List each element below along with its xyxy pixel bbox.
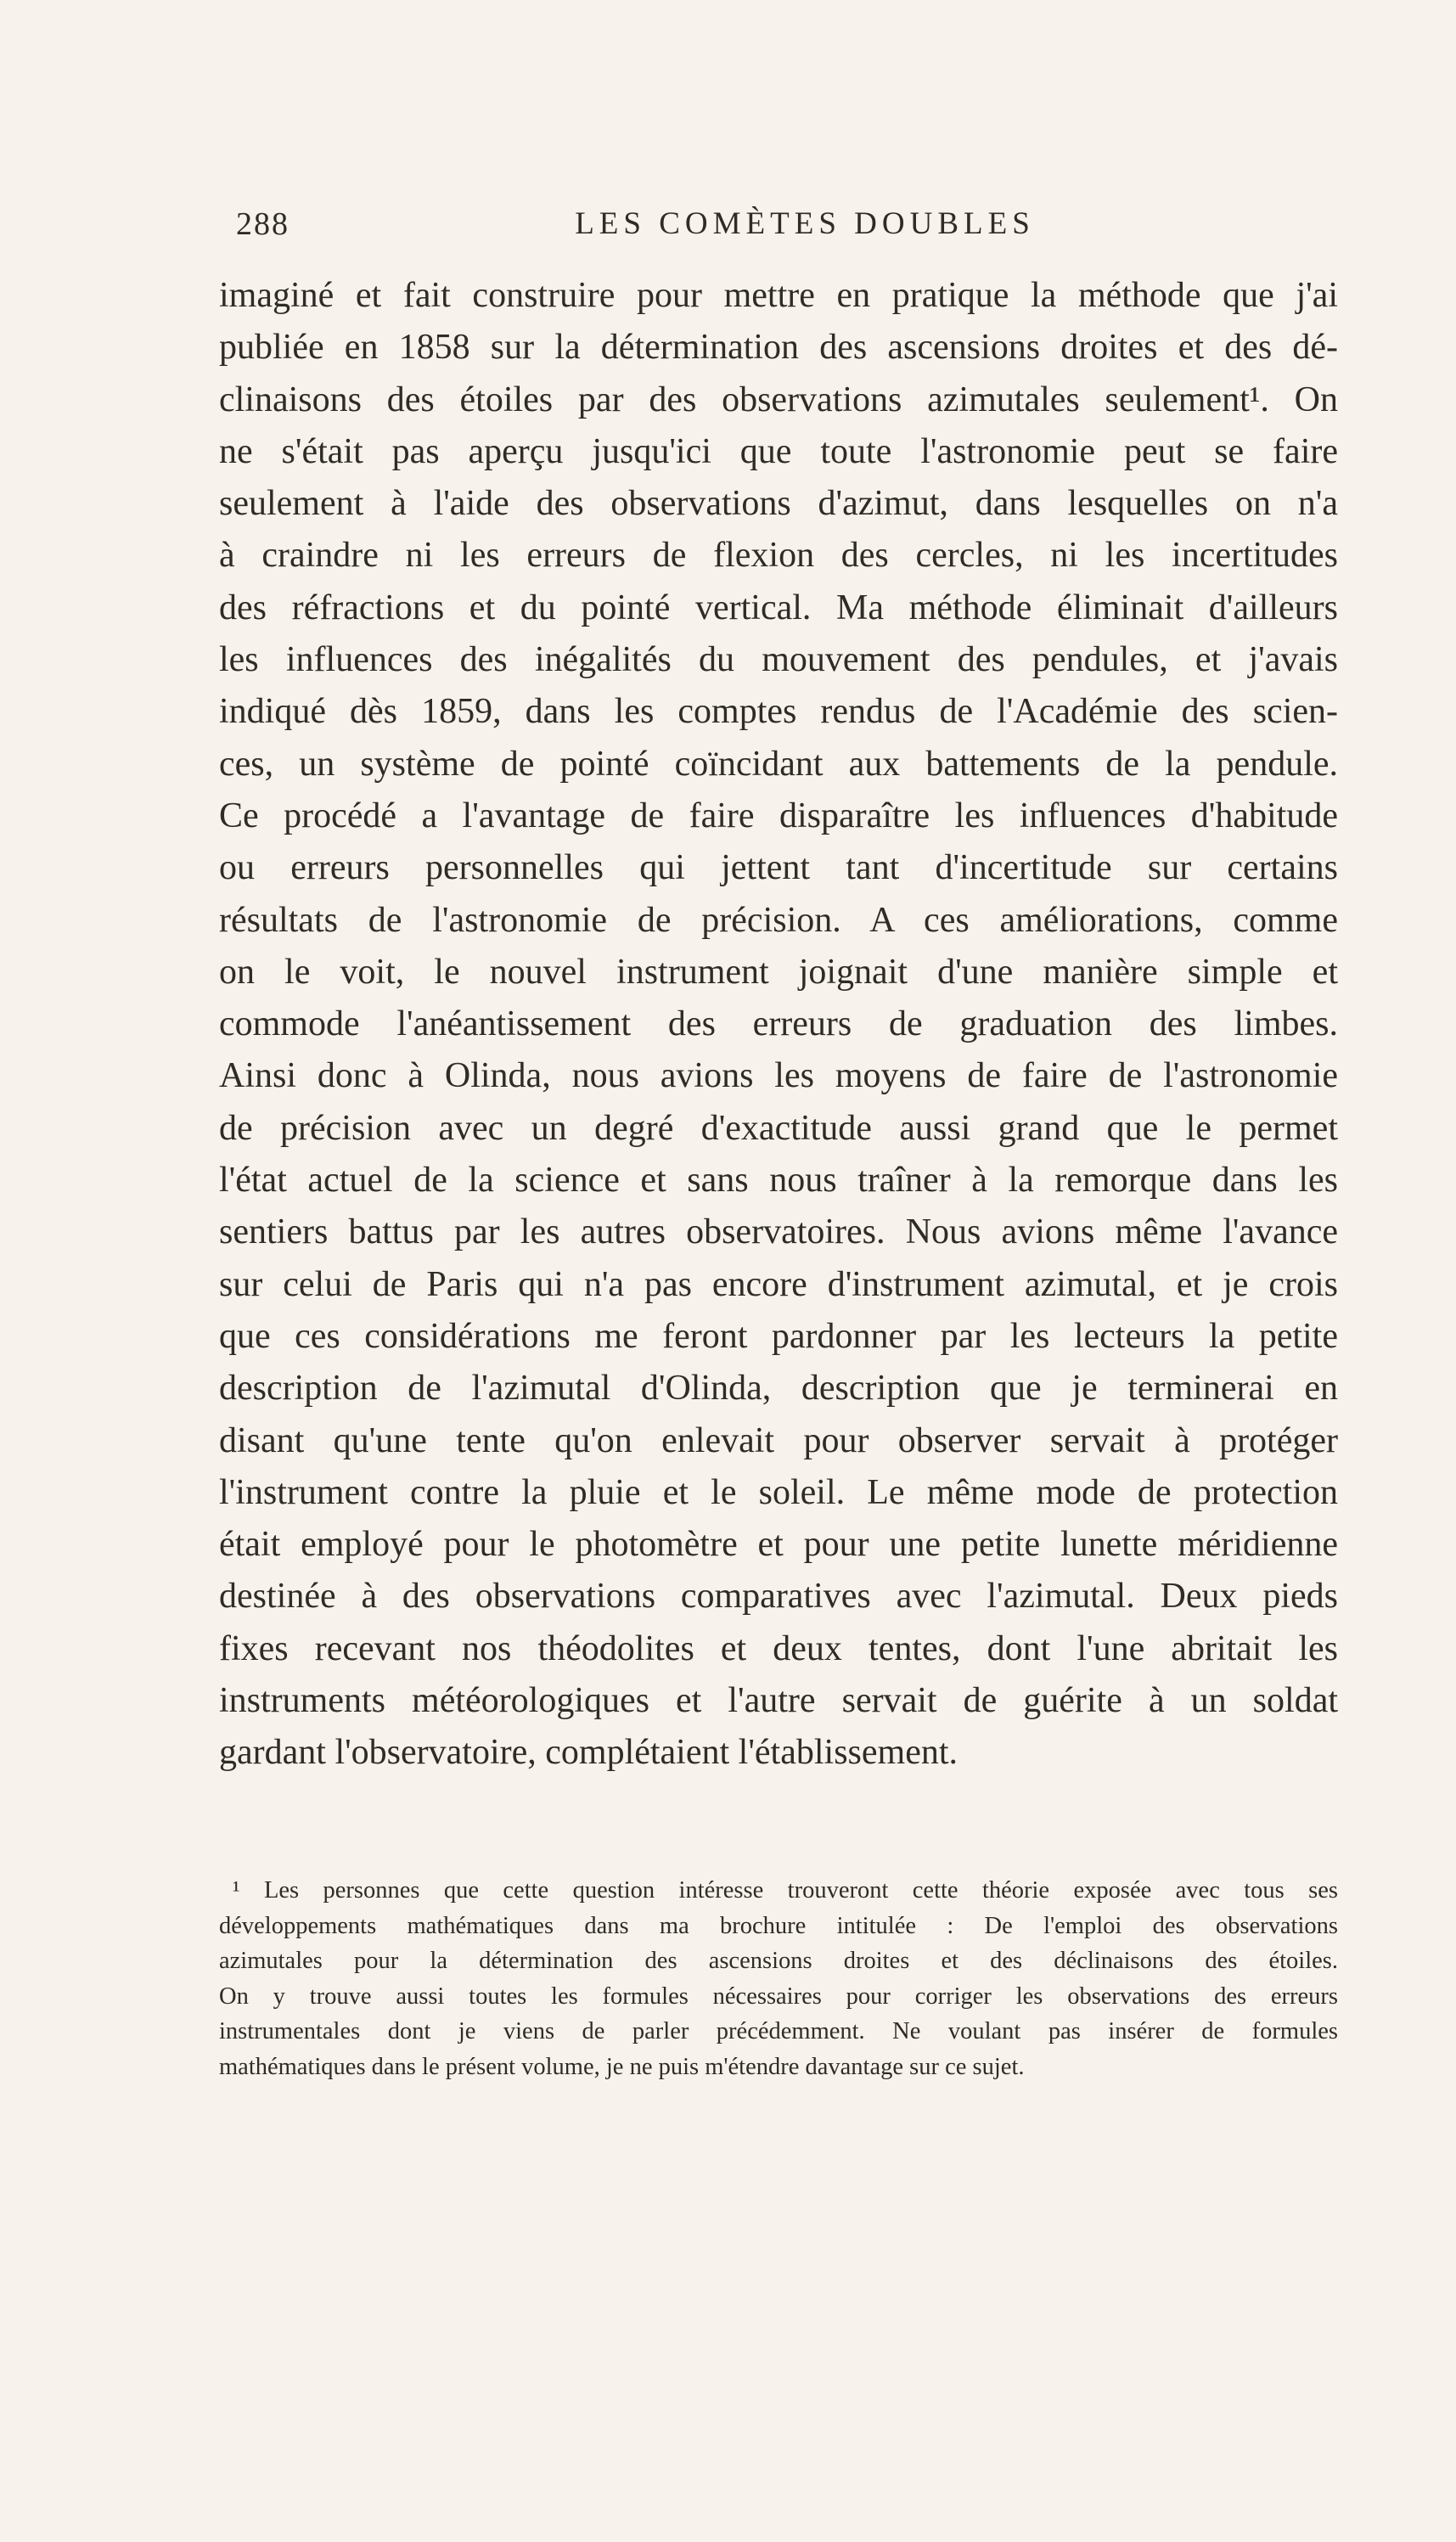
text-line: à craindre ni les erreurs de flexion des cercles, ni les incertitudes (219, 536, 1338, 576)
text-line: ou erreurs personnelles qui jettent tant d'incertitude sur certains (219, 848, 1338, 888)
footnote-line: ¹ Les personnes que cette question intéresse trouveront cette théorie exposée avec tous ses (233, 1877, 1338, 1904)
text-line: instruments météorologiques et l'autre servait de guérite à un soldat (219, 1681, 1338, 1721)
text-line: on le voit, le nouvel instrument joignait d'une manière simple et (219, 952, 1338, 992)
text-line: ces, un système de pointé coïncidant aux battements de la pendule. (219, 744, 1338, 784)
text-line: les influences des inégalités du mouvement des pendules, et j'avais (219, 640, 1338, 680)
text-line: destinée à des observations comparatives avec l'azimutal. Deux pieds (219, 1577, 1338, 1617)
body-text (219, 270, 1338, 1780)
text-line: était employé pour le photomètre et pour une petite lunette méridienne (219, 1525, 1338, 1565)
text-line: seulement à l'aide des observations d'azimut, dans lesquelles on n'a (219, 484, 1338, 524)
footnote-line: instrumentales dont je viens de parler précédemment. Ne voulant pas insérer de formules (219, 2018, 1338, 2044)
text-line: que ces considérations me feront pardonner par les lecteurs la petite (219, 1316, 1338, 1356)
running-title: LES COMÈTES DOUBLES (575, 206, 1035, 241)
text-line: publiée en 1858 sur la détermination des ascensions droites et des dé- (219, 328, 1338, 368)
footnote-line: azimutales pour la détermination des ascensions droites et des déclinaisons des étoiles. (219, 1948, 1338, 1974)
text-line: description de l'azimutal d'Olinda, description que je terminerai en (219, 1369, 1338, 1409)
text-line: gardant l'observatoire, complétaient l'établissement. (219, 1733, 958, 1773)
text-line: fixes recevant nos théodolites et deux tentes, dont l'une abritait les (219, 1628, 1338, 1668)
text-line: résultats de l'astronomie de précision. A ces améliorations, comme (219, 900, 1338, 940)
footnote-line: On y trouve aussi toutes les formules nécessaires pour corriger les observations des erreurs (219, 1982, 1338, 2010)
page-number: 288 (236, 206, 290, 242)
text-line: sur celui de Paris qui n'a pas encore d'instrument azimutal, et je crois (219, 1264, 1338, 1304)
text-line: sentiers battus par les autres observatoires. Nous avions même l'avance (219, 1212, 1338, 1252)
footnote-line: développements mathématiques dans ma brochure intitulée : De l'emploi des observations (219, 1912, 1338, 1939)
footnote (219, 1873, 1338, 2084)
text-line: commode l'anéantissement des erreurs de graduation des limbes. (219, 1004, 1338, 1044)
text-line: l'état actuel de la science et sans nous traîner à la remorque dans les (219, 1161, 1338, 1201)
text-line: ne s'était pas aperçu jusqu'ici que toute l'astronomie peut se faire (219, 431, 1338, 471)
text-line: des réfractions et du pointé vertical. Ma méthode éliminait d'ailleurs (219, 588, 1338, 627)
text-line: l'instrument contre la pluie et le soleil. Le même mode de protection (219, 1472, 1338, 1512)
text-line: de précision avec un degré d'exactitude aussi grand que le permet (219, 1108, 1338, 1148)
running-head (219, 205, 1391, 248)
text-line: imaginé et fait construire pour mettre en pratique la méthode que j'ai (219, 276, 1338, 315)
text-line: disant qu'une tente qu'on enlevait pour observer servait à protéger (219, 1420, 1338, 1460)
text-line: Ainsi donc à Olinda, nous avions les moyens de faire de l'astronomie (219, 1056, 1338, 1096)
text-line: indiqué dès 1859, dans les comptes rendus de l'Académie des scien- (219, 692, 1338, 732)
footnote-line: mathématiques dans le présent volume, je ne puis m'étendre davantage sur ce sujet. (219, 2053, 1025, 2080)
text-line: clinaisons des étoiles par des observations azimutales seulement¹. On (219, 380, 1338, 419)
text-line: Ce procédé a l'avantage de faire disparaître les influences d'habitude (219, 796, 1338, 835)
